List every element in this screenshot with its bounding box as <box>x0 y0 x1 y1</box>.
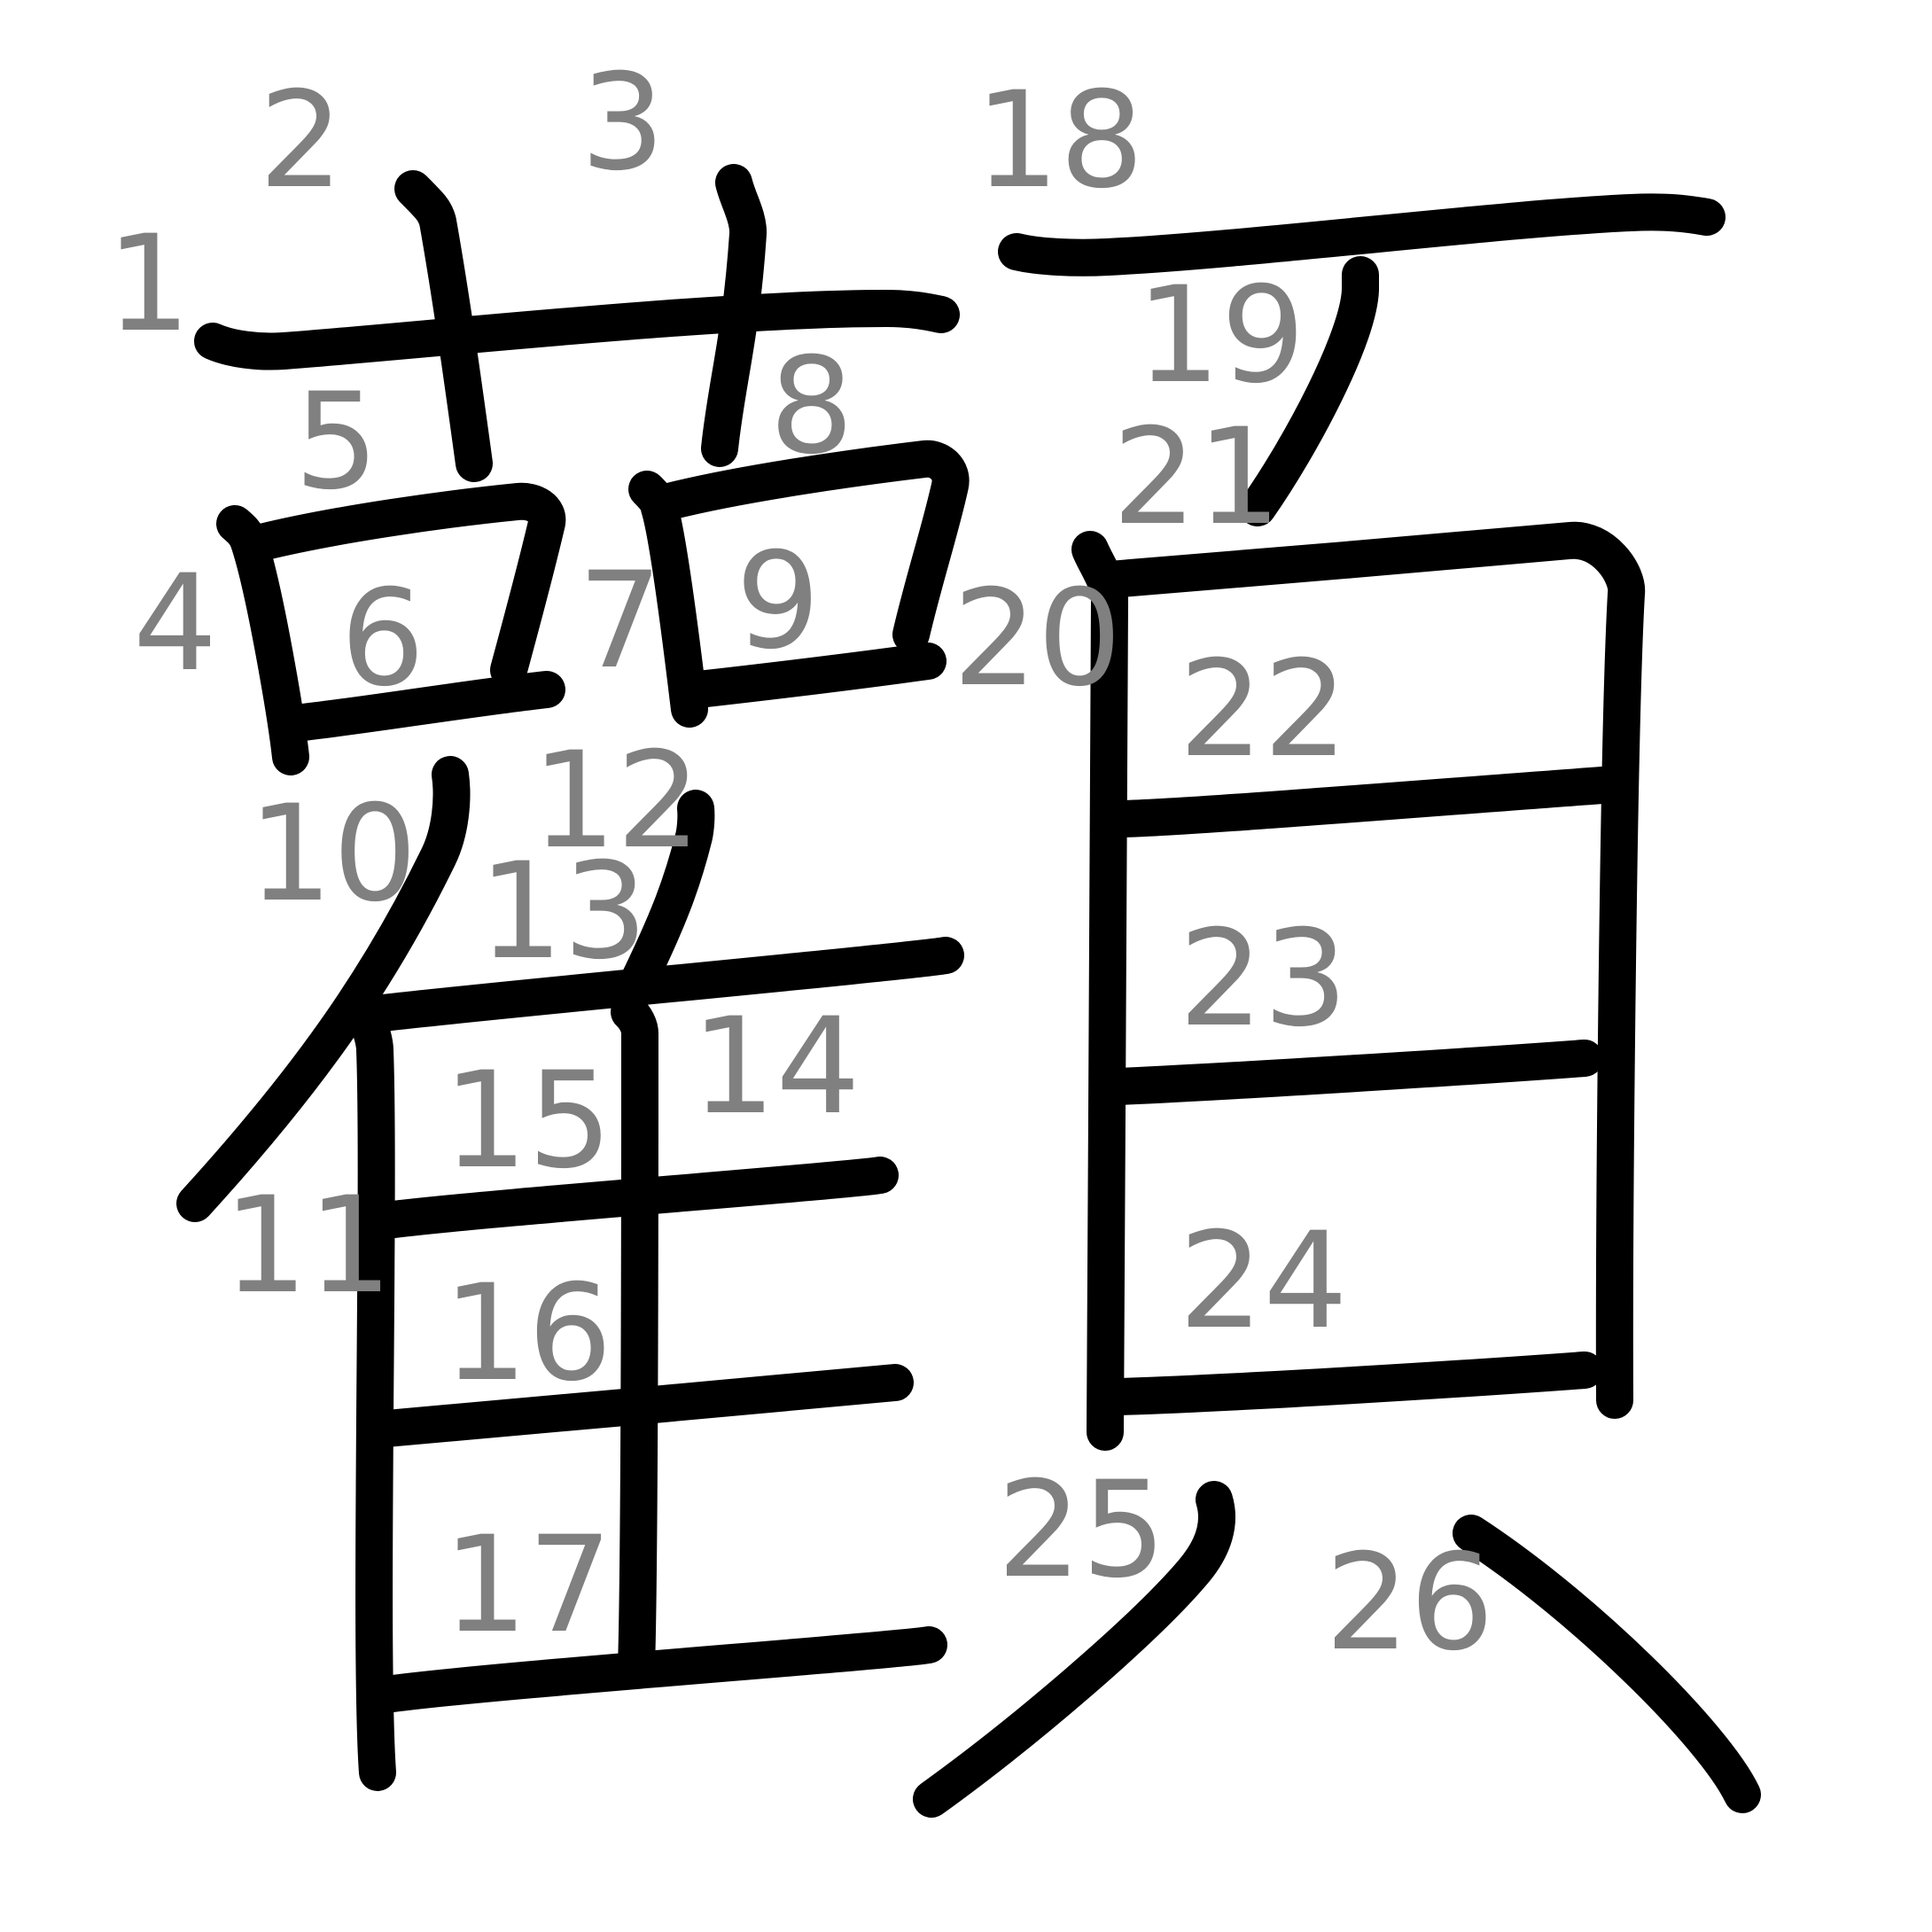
stroke-number-19: 19 <box>1136 259 1305 413</box>
stroke-number-17: 17 <box>443 1508 612 1663</box>
stroke-number-11: 11 <box>223 1169 393 1323</box>
stroke-number-16: 16 <box>443 1257 612 1411</box>
stroke-3 <box>720 183 748 448</box>
strokes <box>195 183 1742 1799</box>
stroke-number-5: 5 <box>294 365 379 519</box>
stroke-number-18: 18 <box>975 64 1144 218</box>
stroke-number-22: 22 <box>1179 633 1348 787</box>
stroke-number-1: 1 <box>106 207 191 362</box>
stroke-22 <box>1118 785 1602 819</box>
stroke-26 <box>1471 1533 1742 1795</box>
stroke-11 <box>364 1016 378 1772</box>
stroke-number-7: 7 <box>578 544 663 698</box>
stroke-number-23: 23 <box>1179 902 1348 1056</box>
stroke-23 <box>1118 1058 1585 1087</box>
stroke-number-9: 9 <box>736 525 821 679</box>
stroke-number-10: 10 <box>248 777 417 931</box>
stroke-number-21: 21 <box>1112 401 1282 555</box>
stroke-14 <box>629 1012 640 1666</box>
stroke-numbers <box>106 46 1494 1680</box>
stroke-number-2: 2 <box>259 64 344 218</box>
stroke-24 <box>1118 1370 1585 1397</box>
stroke-number-8: 8 <box>769 330 854 484</box>
stroke-number-26: 26 <box>1325 1526 1494 1680</box>
stroke-number-15: 15 <box>443 1044 612 1198</box>
stroke-number-4: 4 <box>133 547 218 701</box>
stroke-number-25: 25 <box>997 1453 1166 1608</box>
stroke-18 <box>1017 212 1707 257</box>
stroke-number-14: 14 <box>691 990 861 1144</box>
stroke-number-12: 12 <box>532 724 701 878</box>
stroke-number-24: 24 <box>1179 1204 1348 1359</box>
stroke-number-6: 6 <box>340 562 425 716</box>
stroke-number-13: 13 <box>479 835 648 989</box>
stroke-number-20: 20 <box>953 562 1122 716</box>
stroke-number-3: 3 <box>580 46 666 200</box>
